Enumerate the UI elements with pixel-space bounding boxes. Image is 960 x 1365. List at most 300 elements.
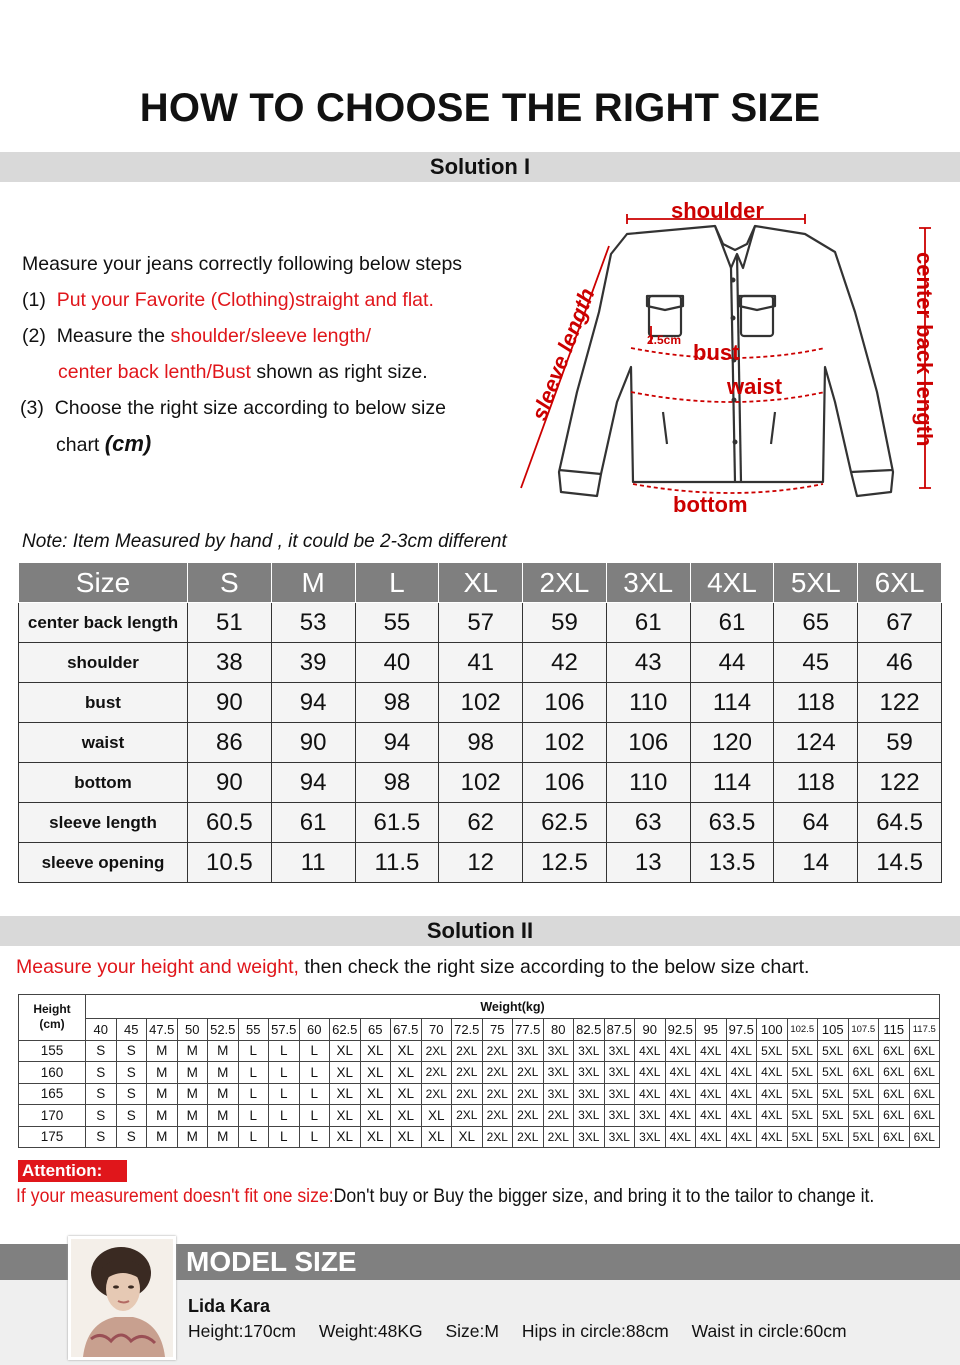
hw-size-cell: M	[147, 1040, 178, 1062]
hw-row	[19, 1040, 940, 1062]
size-cell: 98	[439, 723, 523, 763]
hw-size-cell: 3XL	[543, 1040, 574, 1062]
size-cell: 94	[271, 763, 355, 803]
hw-size-cell: M	[177, 1083, 208, 1105]
size-cell: 118	[774, 683, 858, 723]
label-bottom: bottom	[673, 492, 748, 517]
hw-size-cell: 4XL	[757, 1126, 788, 1148]
hw-size-cell: 2XL	[482, 1040, 513, 1062]
attention-text-rest: Don't buy or Buy the bigger size, and bring it to the tailor to change it.	[333, 1186, 875, 1207]
size-cell: 13	[606, 843, 690, 883]
size-row-label: sleeve opening	[19, 843, 188, 883]
hw-weights-row	[19, 1019, 940, 1041]
size-cell: 110	[606, 683, 690, 723]
hw-size-cell: L	[238, 1062, 269, 1084]
hw-size-cell: 4XL	[665, 1062, 696, 1084]
size-cell: 61.5	[355, 803, 439, 843]
step-1-number: (1)	[22, 289, 46, 311]
hw-size-cell: 3XL	[574, 1105, 605, 1127]
hw-size-cell: 4XL	[726, 1083, 757, 1105]
hw-size-cell: M	[208, 1083, 239, 1105]
weight-cell: 95	[696, 1019, 727, 1041]
weight-cell: 70	[421, 1019, 452, 1041]
size-cell: 67	[858, 603, 942, 643]
hw-size-cell: L	[269, 1083, 300, 1105]
label-pocket-offset: 2.5cm	[647, 333, 682, 347]
hw-size-cell: L	[238, 1083, 269, 1105]
hw-size-cell: L	[299, 1105, 330, 1127]
size-cell: 51	[188, 603, 272, 643]
hw-size-cell: 3XL	[543, 1062, 574, 1084]
step-2-number: (2)	[22, 325, 46, 347]
hw-size-cell: 4XL	[726, 1105, 757, 1127]
size-cell: 43	[606, 643, 690, 683]
hw-size-cell: 4XL	[726, 1126, 757, 1148]
hw-size-cell: M	[208, 1062, 239, 1084]
hw-size-cell: 3XL	[574, 1062, 605, 1084]
hw-size-cell: 6XL	[879, 1126, 910, 1148]
size-cell: 106	[523, 763, 607, 803]
step-3-number: (3)	[20, 397, 44, 419]
hw-size-cell: XL	[421, 1126, 452, 1148]
hw-size-cell: S	[86, 1105, 117, 1127]
hw-row	[19, 1126, 940, 1148]
hw-size-cell: 5XL	[787, 1105, 818, 1127]
size-cell: 39	[271, 643, 355, 683]
hw-size-cell: M	[208, 1126, 239, 1148]
hw-size-cell: XL	[330, 1062, 361, 1084]
size-cell: 53	[271, 603, 355, 643]
size-cell: 12	[439, 843, 523, 883]
hw-size-cell: 3XL	[604, 1126, 635, 1148]
weight-cell: 105	[818, 1019, 849, 1041]
size-cell: 118	[774, 763, 858, 803]
size-header-cell: Size	[19, 563, 188, 603]
weight-cell: 87.5	[604, 1019, 635, 1041]
hw-size-cell: 3XL	[635, 1105, 666, 1127]
weight-cell: 47.5	[147, 1019, 178, 1041]
hw-size-cell: XL	[391, 1126, 422, 1148]
model-stats	[188, 1321, 865, 1342]
hw-size-cell: XL	[330, 1126, 361, 1148]
size-cell: 64	[774, 803, 858, 843]
hw-size-cell: 2XL	[543, 1126, 574, 1148]
size-cell: 94	[271, 683, 355, 723]
hw-size-cell: 4XL	[726, 1062, 757, 1084]
size-cell: 55	[355, 603, 439, 643]
hw-size-cell: XL	[391, 1040, 422, 1062]
size-cell: 38	[188, 643, 272, 683]
size-row-label: waist	[19, 723, 188, 763]
step-2	[22, 318, 562, 354]
hw-size-cell: M	[147, 1126, 178, 1148]
hw-size-cell: 4XL	[726, 1040, 757, 1062]
hw-size-cell: XL	[360, 1062, 391, 1084]
step-3-text-a: Choose the right size according to below size	[54, 397, 446, 419]
model-waist: Waist in circle:60cm	[691, 1321, 847, 1341]
attention-text-red: If your measurement doesn't fit one size:	[16, 1186, 334, 1207]
size-cell: 65	[774, 603, 858, 643]
size-cell: 59	[523, 603, 607, 643]
page-title: HOW TO CHOOSE THE RIGHT SIZE	[139, 86, 821, 130]
size-cell: 13.5	[690, 843, 774, 883]
label-sleeve-length: sleeve length	[526, 284, 600, 424]
size-cell: 46	[858, 643, 942, 683]
weight-cell: 115	[879, 1019, 910, 1041]
hw-size-cell: M	[147, 1062, 178, 1084]
hw-size-cell: L	[299, 1040, 330, 1062]
hw-size-cell: 2XL	[452, 1040, 483, 1062]
hw-size-cell: 6XL	[909, 1126, 940, 1148]
size-cell: 110	[606, 763, 690, 803]
hw-size-cell: XL	[391, 1083, 422, 1105]
hw-size-cell: 6XL	[848, 1062, 879, 1084]
hw-size-cell: 3XL	[604, 1062, 635, 1084]
hw-size-cell: XL	[330, 1083, 361, 1105]
size-cell: 61	[271, 803, 355, 843]
hw-size-cell: 2XL	[482, 1126, 513, 1148]
hw-size-cell: L	[269, 1105, 300, 1127]
hw-size-cell: L	[299, 1126, 330, 1148]
size-cell: 86	[188, 723, 272, 763]
size-header-row	[19, 563, 942, 603]
size-cell: 57	[439, 603, 523, 643]
model-size-title: MODEL SIZE	[186, 1246, 357, 1277]
hw-size-cell: 5XL	[787, 1062, 818, 1084]
hw-size-cell: 4XL	[757, 1105, 788, 1127]
hw-header-row	[19, 995, 940, 1019]
size-cell: 62	[439, 803, 523, 843]
step-1-text: Put your Favorite (Clothing)straight and flat.	[56, 289, 434, 311]
size-cell: 94	[355, 723, 439, 763]
hw-size-cell: M	[147, 1083, 178, 1105]
hw-size-cell: 2XL	[421, 1062, 452, 1084]
size-header-cell: M	[271, 563, 355, 603]
size-header-cell: 5XL	[774, 563, 858, 603]
weight-cell: 60	[299, 1019, 330, 1041]
size-row-label: sleeve length	[19, 803, 188, 843]
size-cell: 61	[606, 603, 690, 643]
step-2-text-a: Measure the	[56, 325, 171, 347]
weight-cell: 97.5	[726, 1019, 757, 1041]
hw-size-cell: M	[208, 1105, 239, 1127]
hw-size-cell: 6XL	[909, 1105, 940, 1127]
hw-size-cell: 2XL	[513, 1062, 544, 1084]
step-3-text-b: chart	[56, 434, 100, 456]
size-cell: 12.5	[523, 843, 607, 883]
hw-size-cell: 6XL	[848, 1040, 879, 1062]
hw-size-cell: 4XL	[696, 1126, 727, 1148]
hw-size-cell: M	[177, 1126, 208, 1148]
hw-size-cell: M	[208, 1040, 239, 1062]
label-waist: waist	[727, 374, 783, 399]
hw-size-cell: L	[238, 1126, 269, 1148]
hw-size-cell: M	[177, 1105, 208, 1127]
weight-cell: 67.5	[391, 1019, 422, 1041]
weight-cell: 57.5	[269, 1019, 300, 1041]
size-cell: 120	[690, 723, 774, 763]
weight-cell: 82.5	[574, 1019, 605, 1041]
step-2-text-d: shown as right size.	[250, 361, 428, 383]
hw-size-cell: 5XL	[757, 1040, 788, 1062]
hw-size-cell: 6XL	[909, 1062, 940, 1084]
hw-size-cell: 2XL	[421, 1083, 452, 1105]
hw-size-cell: 5XL	[818, 1083, 849, 1105]
size-cell: 106	[606, 723, 690, 763]
hw-size-cell: S	[116, 1040, 147, 1062]
size-row	[19, 643, 942, 683]
size-cell: 114	[690, 683, 774, 723]
hw-size-cell: 6XL	[879, 1083, 910, 1105]
hw-size-cell: 4XL	[696, 1062, 727, 1084]
height-cell: 160	[19, 1062, 86, 1084]
size-cell: 42	[523, 643, 607, 683]
model-hips: Hips in circle:88cm	[521, 1321, 669, 1341]
jacket-measurement-diagram	[505, 192, 955, 522]
weight-cell: 102.5	[787, 1019, 818, 1041]
size-cell: 102	[439, 763, 523, 803]
hw-size-cell: 2XL	[452, 1083, 483, 1105]
size-cell: 90	[271, 723, 355, 763]
hw-size-cell: S	[116, 1105, 147, 1127]
height-cell: 165	[19, 1083, 86, 1105]
hw-size-cell: XL	[391, 1105, 422, 1127]
hw-size-cell: 5XL	[818, 1062, 849, 1084]
size-row	[19, 723, 942, 763]
hw-size-cell: 6XL	[879, 1040, 910, 1062]
weight-cell: 117.5	[909, 1019, 940, 1041]
hw-size-cell: L	[299, 1083, 330, 1105]
size-cell: 124	[774, 723, 858, 763]
hw-size-cell: 3XL	[604, 1040, 635, 1062]
step-2-text-b: shoulder/sleeve length/	[170, 325, 372, 347]
hw-size-cell: 5XL	[818, 1105, 849, 1127]
hw-row	[19, 1105, 940, 1127]
size-row-label: center back length	[19, 603, 188, 643]
size-header-cell: XL	[439, 563, 523, 603]
size-cell: 90	[188, 763, 272, 803]
hw-size-cell: S	[116, 1062, 147, 1084]
hw-size-cell: 2XL	[543, 1105, 574, 1127]
size-cell: 90	[188, 683, 272, 723]
hw-size-cell: 2XL	[421, 1040, 452, 1062]
hw-size-cell: XL	[360, 1040, 391, 1062]
weight-cell: 72.5	[452, 1019, 483, 1041]
hw-size-cell: 4XL	[665, 1105, 696, 1127]
hw-row	[19, 1062, 940, 1084]
weight-cell: 80	[543, 1019, 574, 1041]
hw-size-cell: 2XL	[482, 1105, 513, 1127]
model-height: Height:170cm	[188, 1321, 296, 1341]
hw-size-cell: XL	[452, 1126, 483, 1148]
hw-size-cell: 2XL	[513, 1126, 544, 1148]
size-row-label: shoulder	[19, 643, 188, 683]
hw-size-cell: 3XL	[543, 1083, 574, 1105]
model-portrait-icon	[71, 1239, 173, 1357]
weight-cell: 75	[482, 1019, 513, 1041]
hw-size-cell: 4XL	[696, 1040, 727, 1062]
size-header-cell: S	[188, 563, 272, 603]
hw-size-cell: 4XL	[635, 1040, 666, 1062]
hw-size-cell: 5XL	[848, 1105, 879, 1127]
hw-size-cell: S	[86, 1126, 117, 1148]
hw-size-cell: 5XL	[787, 1040, 818, 1062]
hw-size-cell: 5XL	[848, 1083, 879, 1105]
size-cell: 64.5	[858, 803, 942, 843]
hw-size-cell: 3XL	[635, 1126, 666, 1148]
size-header-cell: 3XL	[606, 563, 690, 603]
height-cell: 175	[19, 1126, 86, 1148]
hw-size-cell: 3XL	[574, 1040, 605, 1062]
hw-size-cell: L	[269, 1062, 300, 1084]
hw-size-cell: 4XL	[696, 1083, 727, 1105]
size-cell: 11.5	[355, 843, 439, 883]
hw-size-cell: 5XL	[787, 1083, 818, 1105]
height-weight-table	[18, 994, 940, 1148]
model-size: Size:M	[445, 1321, 499, 1341]
weight-header: Weight(kg)	[86, 995, 940, 1019]
size-header-cell: L	[355, 563, 439, 603]
hw-size-cell: S	[86, 1083, 117, 1105]
step-1	[22, 282, 562, 318]
hw-size-cell: XL	[421, 1105, 452, 1127]
size-cell: 62.5	[523, 803, 607, 843]
size-cell: 10.5	[188, 843, 272, 883]
size-cell: 61	[690, 603, 774, 643]
size-cell: 122	[858, 763, 942, 803]
hw-size-cell: S	[116, 1126, 147, 1148]
weight-cell: 65	[360, 1019, 391, 1041]
size-cell: 98	[355, 763, 439, 803]
hw-size-cell: M	[177, 1062, 208, 1084]
hw-size-cell: 4XL	[665, 1083, 696, 1105]
step-3-continued	[22, 426, 562, 463]
hw-size-cell: 3XL	[513, 1040, 544, 1062]
size-row	[19, 843, 942, 883]
hw-size-cell: M	[147, 1105, 178, 1127]
size-cell: 114	[690, 763, 774, 803]
hw-size-cell: 2XL	[513, 1105, 544, 1127]
step-3-unit: (cm)	[104, 431, 152, 456]
size-cell: 63.5	[690, 803, 774, 843]
size-row	[19, 803, 942, 843]
weight-cell: 77.5	[513, 1019, 544, 1041]
attention-badge: Attention:	[18, 1160, 127, 1182]
size-cell: 14	[774, 843, 858, 883]
hw-size-cell: 5XL	[848, 1126, 879, 1148]
height-cell: 170	[19, 1105, 86, 1127]
hw-size-cell: M	[177, 1040, 208, 1062]
size-cell: 11	[271, 843, 355, 883]
height-cell: 155	[19, 1040, 86, 1062]
solution-2-heading: Solution II	[0, 916, 960, 946]
steps-intro: Measure your jeans correctly following below steps	[22, 253, 463, 275]
hw-size-cell: XL	[330, 1105, 361, 1127]
size-cell: 63	[606, 803, 690, 843]
hw-size-cell: 5XL	[787, 1126, 818, 1148]
size-row	[19, 603, 942, 643]
hw-size-cell: 2XL	[452, 1105, 483, 1127]
size-header-cell: 4XL	[690, 563, 774, 603]
size-cell: 40	[355, 643, 439, 683]
model-weight: Weight:48KG	[318, 1321, 423, 1341]
size-cell: 98	[355, 683, 439, 723]
hw-size-cell: XL	[330, 1040, 361, 1062]
hw-size-cell: 3XL	[604, 1105, 635, 1127]
weight-cell: 52.5	[208, 1019, 239, 1041]
hw-size-cell: S	[86, 1040, 117, 1062]
hw-size-cell: 6XL	[879, 1105, 910, 1127]
hw-size-cell: 3XL	[574, 1083, 605, 1105]
solution-2-text-red: Measure your height and weight,	[16, 956, 299, 978]
model-name: Lida Kara	[188, 1296, 271, 1316]
size-cell: 122	[858, 683, 942, 723]
size-cell: 102	[439, 683, 523, 723]
hw-size-cell: 4XL	[757, 1062, 788, 1084]
weight-cell: 55	[238, 1019, 269, 1041]
weight-cell: 62.5	[330, 1019, 361, 1041]
hw-size-cell: L	[269, 1126, 300, 1148]
size-cell: 106	[523, 683, 607, 723]
hw-size-cell: 6XL	[909, 1083, 940, 1105]
size-cell: 60.5	[188, 803, 272, 843]
weight-cell: 107.5	[848, 1019, 879, 1041]
size-cell: 14.5	[858, 843, 942, 883]
size-header-cell: 2XL	[523, 563, 607, 603]
size-row-label: bust	[19, 683, 188, 723]
hw-size-cell: XL	[360, 1126, 391, 1148]
solution-2-text-rest: then check the right size according to the below size chart.	[298, 956, 810, 978]
weight-cell: 50	[177, 1019, 208, 1041]
height-header: Height (cm)	[19, 995, 86, 1041]
attention-text	[16, 1186, 874, 1208]
weight-cell: 100	[757, 1019, 788, 1041]
hw-row	[19, 1083, 940, 1105]
label-shoulder: shoulder	[671, 198, 764, 223]
size-cell: 102	[523, 723, 607, 763]
solution-2-text	[16, 956, 809, 979]
hw-size-cell: 2XL	[452, 1062, 483, 1084]
size-cell: 45	[774, 643, 858, 683]
size-chart-table	[18, 562, 942, 883]
hw-size-cell: 4XL	[665, 1040, 696, 1062]
hw-size-cell: 3XL	[574, 1126, 605, 1148]
hw-size-cell: L	[238, 1040, 269, 1062]
solution-1-heading: Solution I	[0, 152, 960, 182]
size-row	[19, 683, 942, 723]
hw-size-cell: 2XL	[482, 1083, 513, 1105]
label-bust: bust	[693, 340, 740, 365]
size-header-cell: 6XL	[858, 563, 942, 603]
hw-size-cell: 4XL	[665, 1126, 696, 1148]
weight-cell: 40	[86, 1019, 117, 1041]
hw-size-cell: 4XL	[696, 1105, 727, 1127]
hw-size-cell: L	[269, 1040, 300, 1062]
hw-size-cell: 2XL	[513, 1083, 544, 1105]
size-cell: 59	[858, 723, 942, 763]
hw-size-cell: XL	[391, 1062, 422, 1084]
step-2-continued	[22, 354, 562, 390]
size-cell: 44	[690, 643, 774, 683]
hw-size-cell: 4XL	[635, 1062, 666, 1084]
hw-size-cell: 4XL	[635, 1083, 666, 1105]
hw-size-cell: 2XL	[482, 1062, 513, 1084]
hw-size-cell: 6XL	[879, 1062, 910, 1084]
step-3	[20, 390, 562, 426]
hw-size-cell: 4XL	[757, 1083, 788, 1105]
size-row	[19, 763, 942, 803]
hw-size-cell: 3XL	[604, 1083, 635, 1105]
